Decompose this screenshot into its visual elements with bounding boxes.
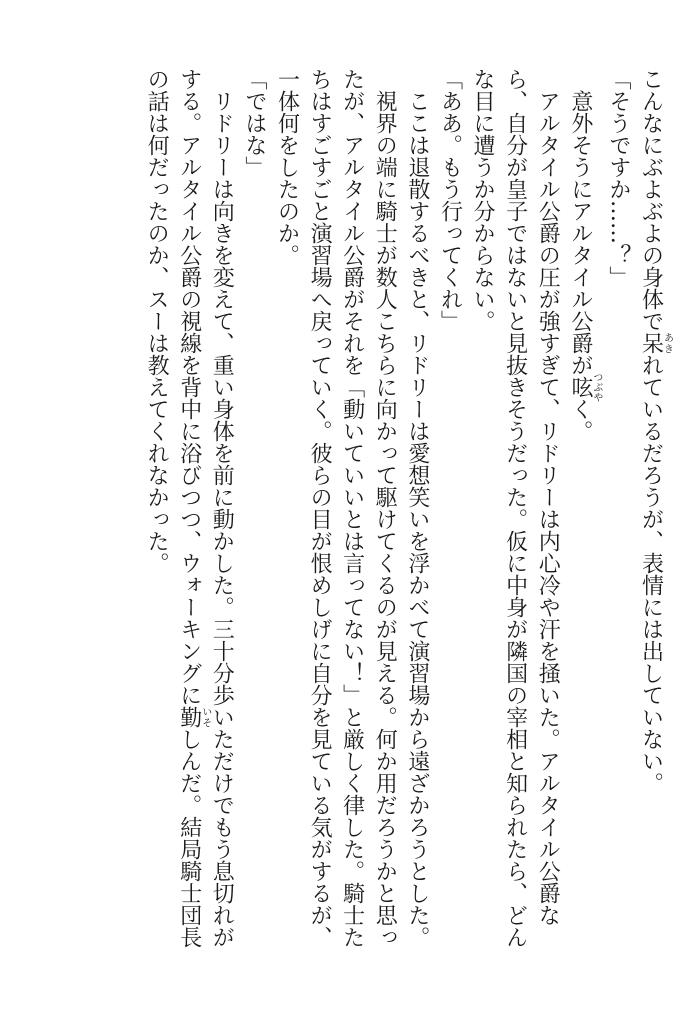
ruby-annotation [567, 372, 602, 402]
paragraph [270, 68, 400, 958]
text-segment: 「ではな」 [241, 68, 267, 178]
text-segment: アルタイル公爵の圧が強すぎて、リドリーは内心冷や汗を掻いた。アルタイル公爵なら、自分が皇子ではないと見抜きそうだった。仮に中身が隣国の宰相と知られたら、どんな目に遭うか分からない。 [470, 68, 561, 948]
ruby-reading: あき [661, 332, 673, 354]
ruby-base: 呆 [638, 332, 664, 354]
ruby-base: 呟 [567, 372, 593, 402]
text-segment: 「そうですか……？」 [605, 68, 631, 288]
paragraph-indent [535, 68, 560, 90]
paragraph [634, 68, 672, 958]
text-segment: リドリーは向きを変えて、重い身体を前に動かした。三十分歩いただけでもう息切れがする。アルタイル公爵の視線を背中に浴びつつ、ウォーキングに [176, 68, 235, 948]
ruby-annotation [176, 706, 211, 728]
ruby-base: 勤 [176, 706, 202, 728]
paragraph-indent [372, 68, 397, 90]
paragraph [400, 68, 433, 958]
paragraph [237, 68, 270, 958]
paragraph [433, 68, 466, 958]
text-segment: 「ああ。もう行ってくれ」 [437, 68, 463, 332]
paragraph [140, 68, 238, 958]
paragraph [465, 68, 563, 958]
text-segment: 視界の端に騎士が数人こちらに向かって駆けてくるのが見える。何か用だろうかと思ったが、アルタイル公爵がそれを「動いていいとは言ってない！」と厳しく律した。騎士たちはすごすごと演習場へ戻っていく。彼らの目が恨めしげに自分を見ている気がするが、一体何をしたのか。 [274, 68, 398, 948]
text-segment: しんだ。結局騎士団長の話は何だったのか、スーは教えてくれなかった。 [144, 68, 202, 948]
paragraph-indent [405, 68, 430, 90]
text-segment: こんなにぶよぶよの身体で [638, 68, 664, 332]
text-segment: ここは退散するべきと、リドリーは愛想笑いを浮かべて演習場から遠ざかろうとした。 [404, 90, 430, 948]
ruby-reading: つぶや [590, 372, 602, 402]
paragraph [563, 68, 601, 958]
paragraph-indent [209, 68, 234, 90]
text-segment: れているだろうが、表情には出していない。 [638, 354, 664, 794]
vertical-text-body [12, 68, 672, 958]
paragraph [601, 68, 634, 958]
text-segment: 意外そうにアルタイル公爵が [567, 90, 593, 376]
ruby-reading: いそ [199, 706, 211, 728]
paragraph-indent [568, 68, 593, 90]
ruby-annotation [638, 332, 673, 354]
text-segment: く。 [567, 398, 593, 442]
